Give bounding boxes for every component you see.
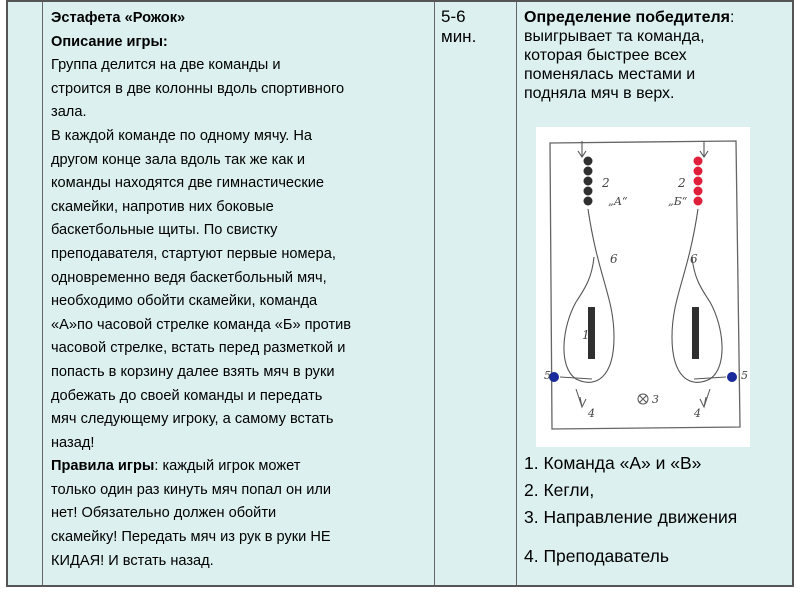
- description-cell: [42, 2, 434, 585]
- bench-b: [692, 307, 699, 359]
- rules-heading: Правила игры: [51, 458, 155, 475]
- player-b: [694, 167, 703, 176]
- description-line: Группа делится на две команды и: [51, 57, 281, 74]
- diagram-label-5: 5: [741, 369, 748, 382]
- winner-line: поменялась местами и: [524, 66, 696, 83]
- player-b: [694, 197, 703, 206]
- description-line: скамейки, напротив них боковые: [51, 198, 274, 215]
- hall-outline: [550, 141, 740, 429]
- description-line: баскетбольные щиты. По свистку: [51, 222, 278, 239]
- description-line: часовой стрелке, встать перед разметкой и: [51, 340, 346, 357]
- description-line: преподавателя, стартуют первые номера,: [51, 245, 336, 262]
- winner-heading-suffix: :: [729, 9, 735, 26]
- diagram-label-5: 5: [544, 369, 551, 382]
- arrow-down-a: [578, 141, 586, 157]
- description-heading: Описание игры:: [51, 33, 168, 50]
- arrow-b: [700, 389, 710, 407]
- description-line: назад!: [51, 434, 95, 451]
- diagram-label-6: 6: [610, 252, 618, 266]
- legend-item: 1. Команда «А» и «В»: [524, 453, 702, 473]
- description-line: добежать до своей команды и передать: [51, 387, 323, 404]
- winner-heading-line: [524, 8, 788, 27]
- arrow-a: [576, 389, 586, 407]
- diagram-label-4: 4: [588, 407, 595, 420]
- player-b: [694, 177, 703, 186]
- diagram-label-2: 2: [602, 176, 610, 190]
- player-b: [694, 187, 703, 196]
- diagram-label-2: 2: [678, 176, 686, 190]
- player-a: [584, 167, 593, 176]
- diagram-label-3: 3: [652, 393, 659, 406]
- winner-cell: [516, 2, 794, 585]
- duration-cell: [434, 2, 516, 585]
- winner-heading: Определение победителя: [524, 9, 730, 26]
- teacher-cross: [639, 395, 647, 403]
- rules-line: только один раз кинуть мяч попал он или: [51, 481, 332, 498]
- description-text: [51, 54, 434, 455]
- game-table: [6, 0, 794, 587]
- legend-item: 3. Направление движения: [524, 507, 738, 527]
- rules-line: КИДАЯ! И встать назад.: [51, 552, 214, 569]
- team-a-label: „А“: [608, 195, 628, 208]
- team-b-label: „Б“: [668, 195, 688, 208]
- rules-line: скамейку! Передать мяч из рук в руки НЕ: [51, 529, 331, 546]
- winner-text: [524, 27, 788, 103]
- arrow-down-b: [700, 141, 708, 157]
- player-b: [694, 157, 703, 166]
- diagram-label-1: 1: [582, 328, 590, 342]
- winner-line: которая быстрее всех: [524, 47, 687, 64]
- description-line: строится в две колонны вдоль спортивного: [51, 80, 345, 97]
- diagram-legend: [524, 450, 737, 570]
- team-a-players: [584, 157, 593, 206]
- team-b-players: [694, 157, 703, 206]
- rules-first-text: : каждый игрок может: [154, 458, 301, 475]
- legend-item: 4. Преподаватель: [524, 546, 670, 566]
- description-line: попасть в корзину далее взять мяч в руки: [51, 363, 335, 380]
- basket-b: [727, 372, 737, 382]
- winner-line: выигрывает та команда,: [524, 28, 705, 45]
- description-line: мяч следующему игроку, а самому встать: [51, 411, 334, 428]
- winner-line: подняла мяч в верх.: [524, 85, 675, 102]
- description-line: зала.: [51, 104, 87, 121]
- player-a: [584, 197, 593, 206]
- player-a: [584, 177, 593, 186]
- duration-value: 5-6: [441, 7, 466, 26]
- index-cell: [8, 2, 42, 585]
- game-title: Эстафета «Рожок»: [51, 10, 186, 26]
- description-line: «А»по часовой стрелке команда «Б» против: [51, 316, 352, 333]
- diagram-label-4: 4: [694, 407, 701, 420]
- rules-first-line: [51, 455, 434, 479]
- description-line: другом конце зала вдоль так же как и: [51, 151, 306, 168]
- description-line: необходимо обойти скамейки, команда: [51, 293, 318, 310]
- field-drawing: [536, 127, 750, 447]
- diagram-label-6: 6: [690, 252, 698, 266]
- description-line: команды находятся две гимнастические: [51, 175, 324, 192]
- description-line: одновременно ведя баскетбольный мяч,: [51, 269, 327, 286]
- description-line: В каждой команде по одному мячу. На: [51, 127, 313, 144]
- rules-text: [51, 479, 434, 573]
- player-a: [584, 187, 593, 196]
- duration-unit: мин.: [441, 27, 477, 46]
- legend-item: 2. Кегли,: [524, 480, 595, 500]
- relay-diagram: [536, 127, 750, 447]
- player-a: [584, 157, 593, 166]
- rules-line: нет! Обязательно должен обойти: [51, 505, 277, 522]
